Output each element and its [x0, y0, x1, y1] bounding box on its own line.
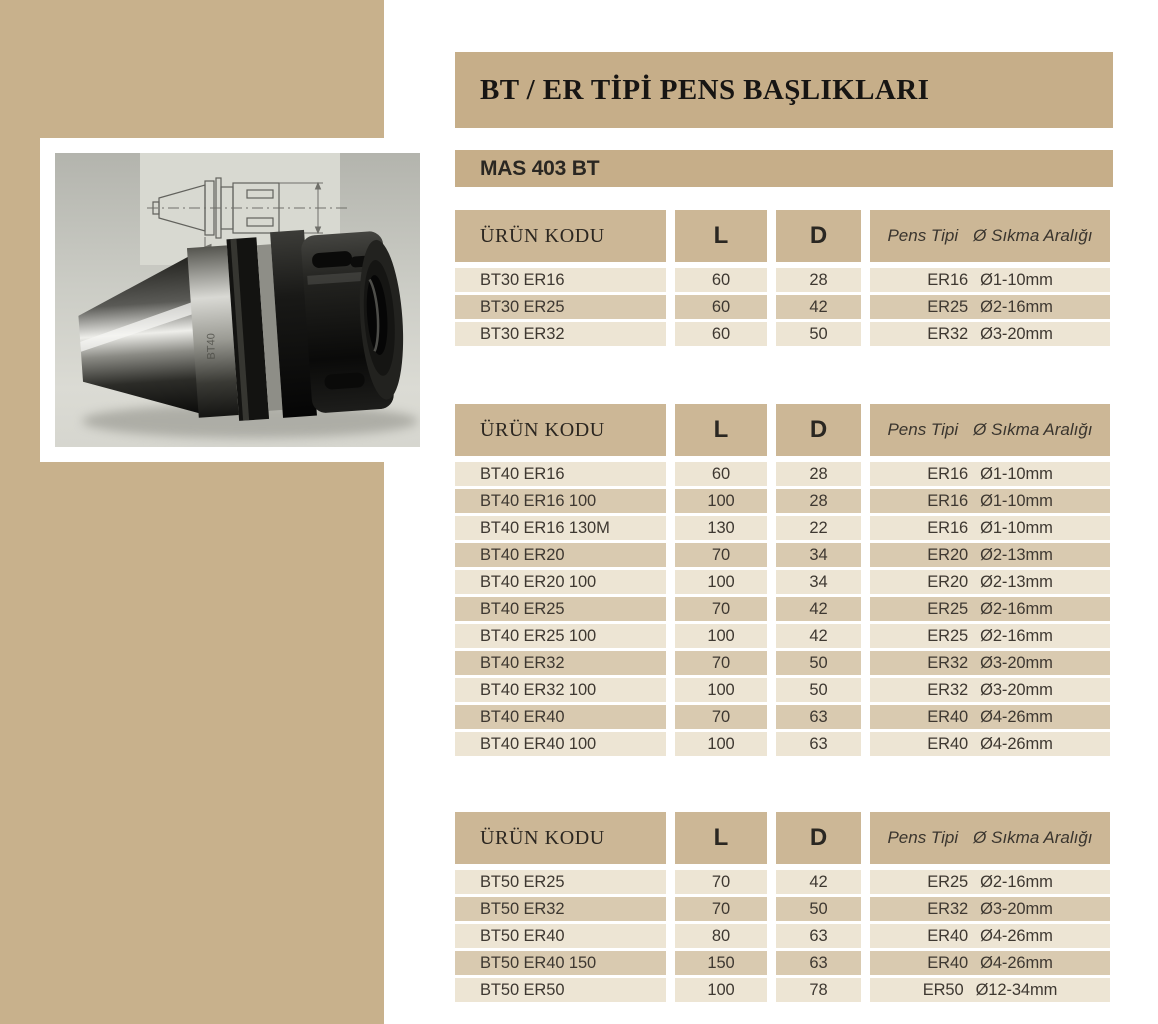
pens-cell [870, 870, 1110, 894]
table-row [455, 597, 1110, 621]
pens-type: ER32 [927, 680, 969, 699]
table-row [455, 951, 1110, 975]
product-code-cell: BT40 ER20 100 [455, 570, 666, 594]
pens-type: ER25 [927, 297, 969, 316]
length-cell: 70 [675, 897, 767, 921]
length-cell: 70 [675, 543, 767, 567]
product-code-cell: BT40 ER32 [455, 651, 666, 675]
length-cell: 60 [675, 322, 767, 346]
diameter-cell: 34 [776, 570, 861, 594]
pens-type: ER40 [927, 734, 969, 753]
table-header-row [455, 404, 1110, 456]
pens-type: ER32 [927, 653, 969, 672]
page-title: BT / ER TİPİ PENS BAŞLIKLARI [480, 73, 930, 106]
sikma-araligi-label: Ø Sıkma Aralığı [973, 226, 1093, 245]
pens-cell [870, 489, 1110, 513]
product-code-cell: BT40 ER16 100 [455, 489, 666, 513]
pens-type: ER25 [927, 626, 969, 645]
table-row [455, 570, 1110, 594]
clamp-range: Ø2-13mm [980, 545, 1053, 564]
pens-cell [870, 624, 1110, 648]
table-row [455, 678, 1110, 702]
pens-cell [870, 651, 1110, 675]
product-code-cell: BT30 ER32 [455, 322, 666, 346]
diameter-cell: 28 [776, 268, 861, 292]
diameter-cell: 78 [776, 978, 861, 1002]
pens-type: ER16 [927, 518, 969, 537]
diameter-cell: 50 [776, 322, 861, 346]
pens-type: ER25 [927, 872, 969, 891]
diameter-cell: 22 [776, 516, 861, 540]
length-cell: 60 [675, 462, 767, 486]
diameter-cell: 63 [776, 705, 861, 729]
table-row [455, 489, 1110, 513]
pens-cell [870, 322, 1110, 346]
pens-type: ER40 [927, 926, 969, 945]
diameter-cell: 63 [776, 951, 861, 975]
table-body [455, 268, 1110, 346]
sikma-araligi-label: Ø Sıkma Aralığı [973, 420, 1093, 439]
diameter-cell: 34 [776, 543, 861, 567]
product-photo [55, 153, 420, 447]
column-header-pens [870, 404, 1110, 456]
sikma-araligi-label: Ø Sıkma Aralığı [973, 828, 1093, 847]
length-cell: 70 [675, 870, 767, 894]
table-body [455, 870, 1110, 1002]
table-row [455, 732, 1110, 756]
product-code-cell: BT40 ER20 [455, 543, 666, 567]
length-cell: 60 [675, 268, 767, 292]
clamp-range: Ø2-16mm [980, 297, 1053, 316]
subtitle-banner [455, 150, 1113, 187]
table-body [455, 462, 1110, 756]
table-row [455, 268, 1110, 292]
pens-type: ER25 [927, 599, 969, 618]
pens-cell [870, 978, 1110, 1002]
laser-marking: BT40 [205, 333, 218, 360]
length-cell: 70 [675, 597, 767, 621]
diameter-cell: 28 [776, 489, 861, 513]
photo-frame [40, 138, 435, 462]
pens-type: ER16 [927, 464, 969, 483]
clamp-range: Ø2-16mm [980, 872, 1053, 891]
table-row [455, 870, 1110, 894]
product-code-cell: BT40 ER16 130M [455, 516, 666, 540]
pens-tipi-label: Pens Tipi [887, 828, 959, 847]
clamp-range: Ø2-16mm [980, 599, 1053, 618]
column-header-urun-kodu: ÜRÜN KODU [455, 210, 666, 262]
product-code-cell: BT50 ER32 [455, 897, 666, 921]
clamp-range: Ø3-20mm [980, 899, 1053, 918]
pens-type: ER32 [927, 324, 969, 343]
clamp-range: Ø4-26mm [980, 734, 1053, 753]
pens-type: ER20 [927, 545, 969, 564]
diameter-cell: 42 [776, 870, 861, 894]
table-row [455, 462, 1110, 486]
pens-cell [870, 295, 1110, 319]
pens-tipi-label: Pens Tipi [887, 226, 959, 245]
product-code-cell: BT40 ER32 100 [455, 678, 666, 702]
pens-cell [870, 462, 1110, 486]
column-header-D: D [776, 404, 861, 456]
pens-type: ER20 [927, 572, 969, 591]
pens-cell [870, 516, 1110, 540]
table-row [455, 516, 1110, 540]
clamp-range: Ø1-10mm [980, 491, 1053, 510]
clamp-range: Ø3-20mm [980, 653, 1053, 672]
column-header-pens [870, 210, 1110, 262]
pens-cell [870, 897, 1110, 921]
diameter-cell: 50 [776, 651, 861, 675]
pens-cell [870, 268, 1110, 292]
column-header-urun-kodu: ÜRÜN KODU [455, 404, 666, 456]
length-cell: 70 [675, 651, 767, 675]
column-header-D: D [776, 812, 861, 864]
diameter-cell: 42 [776, 295, 861, 319]
product-code-cell: BT50 ER25 [455, 870, 666, 894]
pens-tipi-label: Pens Tipi [887, 420, 959, 439]
clamp-range: Ø4-26mm [980, 926, 1053, 945]
table-row [455, 924, 1110, 948]
length-cell: 100 [675, 624, 767, 648]
length-cell: 100 [675, 732, 767, 756]
product-code-cell: BT40 ER16 [455, 462, 666, 486]
length-cell: 60 [675, 295, 767, 319]
column-header-L: L [675, 210, 767, 262]
pens-type: ER40 [927, 707, 969, 726]
product-code-cell: BT30 ER16 [455, 268, 666, 292]
diameter-cell: 50 [776, 678, 861, 702]
clamp-range: Ø2-13mm [980, 572, 1053, 591]
pens-cell [870, 570, 1110, 594]
table-row [455, 295, 1110, 319]
table-row [455, 651, 1110, 675]
clamp-range: Ø4-26mm [980, 707, 1053, 726]
table-row [455, 624, 1110, 648]
clamp-range: Ø1-10mm [980, 270, 1053, 289]
clamp-range: Ø2-16mm [980, 626, 1053, 645]
product-code-cell: BT40 ER40 [455, 705, 666, 729]
diameter-cell: 63 [776, 732, 861, 756]
column-header-pens [870, 812, 1110, 864]
table-header-row [455, 812, 1110, 864]
length-cell: 150 [675, 951, 767, 975]
length-cell: 100 [675, 489, 767, 513]
column-header-L: L [675, 404, 767, 456]
pens-type: ER16 [927, 270, 969, 289]
product-code-cell: BT50 ER50 [455, 978, 666, 1002]
product-code-cell: BT40 ER25 100 [455, 624, 666, 648]
clamp-range: Ø3-20mm [980, 324, 1053, 343]
clamp-range: Ø1-10mm [980, 518, 1053, 537]
table-row [455, 705, 1110, 729]
diameter-cell: 63 [776, 924, 861, 948]
pens-cell [870, 705, 1110, 729]
table-row [455, 543, 1110, 567]
clamp-range: Ø1-10mm [980, 464, 1053, 483]
pens-cell [870, 924, 1110, 948]
pens-type: ER32 [927, 899, 969, 918]
diameter-cell: 50 [776, 897, 861, 921]
page-subtitle: MAS 403 BT [480, 156, 600, 180]
table-row [455, 978, 1110, 1002]
pens-cell [870, 597, 1110, 621]
length-cell: 80 [675, 924, 767, 948]
clamp-range: Ø4-26mm [980, 953, 1053, 972]
pens-type: ER40 [927, 953, 969, 972]
product-code-cell: BT50 ER40 150 [455, 951, 666, 975]
pens-type: ER50 [922, 980, 964, 999]
column-header-L: L [675, 812, 767, 864]
product-code-cell: BT30 ER25 [455, 295, 666, 319]
product-code-cell: BT40 ER25 [455, 597, 666, 621]
pens-type: ER16 [927, 491, 969, 510]
spec-table-bt30 [455, 210, 1110, 346]
diameter-cell: 42 [776, 597, 861, 621]
pens-cell [870, 678, 1110, 702]
diameter-cell: 42 [776, 624, 861, 648]
length-cell: 70 [675, 705, 767, 729]
table-row [455, 322, 1110, 346]
product-photo-illustration [55, 153, 420, 447]
clamp-range: Ø12-34mm [975, 980, 1058, 999]
title-banner [455, 52, 1113, 128]
length-cell: 130 [675, 516, 767, 540]
length-cell: 100 [675, 570, 767, 594]
pens-cell [870, 732, 1110, 756]
table-row [455, 897, 1110, 921]
product-code-cell: BT50 ER40 [455, 924, 666, 948]
column-header-urun-kodu: ÜRÜN KODU [455, 812, 666, 864]
clamp-range: Ø3-20mm [980, 680, 1053, 699]
length-cell: 100 [675, 678, 767, 702]
spec-table-bt40 [455, 404, 1110, 756]
column-header-D: D [776, 210, 861, 262]
length-cell: 100 [675, 978, 767, 1002]
table-header-row [455, 210, 1110, 262]
pens-cell [870, 543, 1110, 567]
diameter-cell: 28 [776, 462, 861, 486]
pens-cell [870, 951, 1110, 975]
product-code-cell: BT40 ER40 100 [455, 732, 666, 756]
spec-table-bt50 [455, 812, 1110, 1002]
